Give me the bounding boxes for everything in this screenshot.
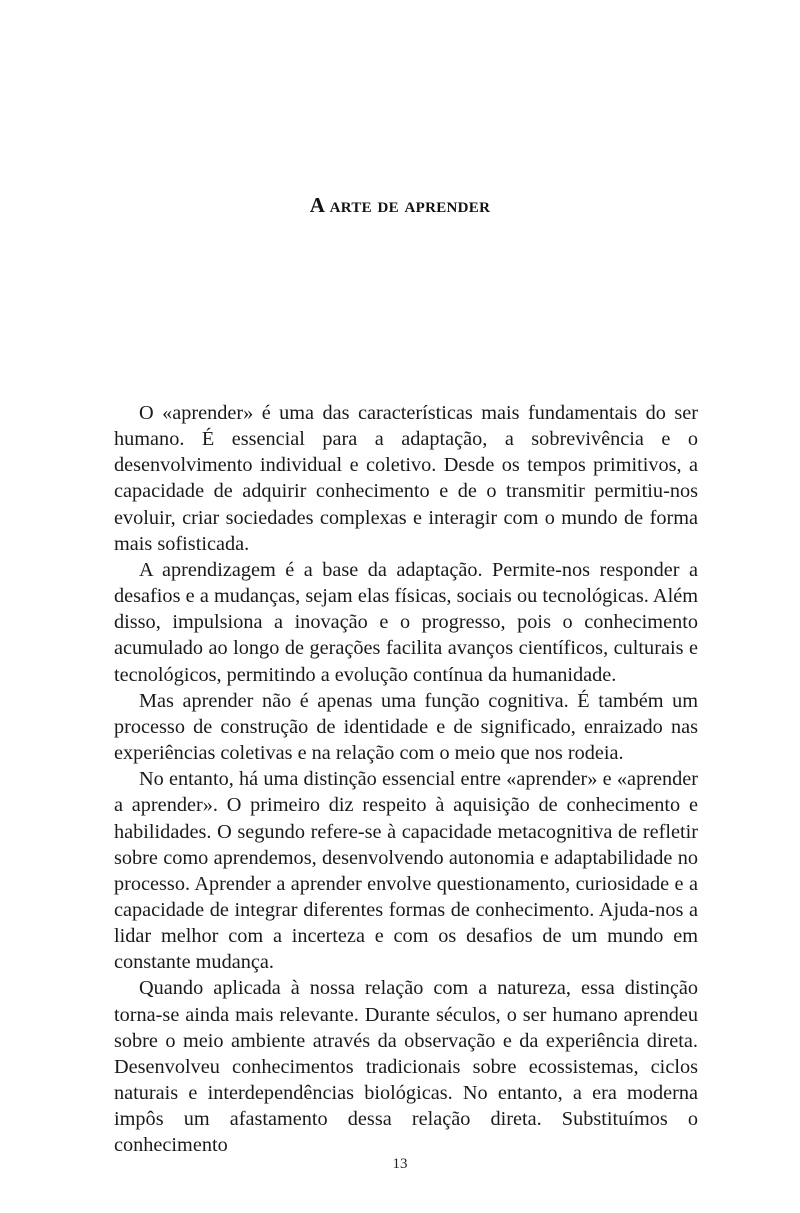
body-text [114,400,698,1159]
chapter-title-rest: arte de aprender [329,193,491,217]
paragraph-3: Mas aprender não é apenas uma função cognitiva. É também um processo de construção de identidade e de significado, enraizado nas experiências coletivas e na relação com o meio que nos rodeia. [114,689,698,765]
page-number: 13 [392,1156,408,1172]
paragraph-1: O «aprender» é uma das características mais fundamentais do ser humano. É essencial para a adaptação, a sobrevivência e o desenvolvimento individual e coletivo. Desde os tempos primitivos, a capacidade de adquirir conhecimento e de o transmitir permitiu-nos evoluir, criar sociedades complexas e interagir com o mundo de forma mais sofisticada. [114,402,698,555]
paragraph-4: No entanto, há uma distinção essencial entre «aprender» e «aprender a aprender». O primeiro diz respeito à aquisição de conhecimento e habilidades. O segundo refere-se à capacidade metacognitiva de refletir sobre como aprendemos, desenvolvendo autonomia e adaptabilidade no processo. Aprender a aprender envolve questionamento, curiosidade e a capacidade de integrar diferentes formas de conhecimento. Ajuda-nos a lidar melhor com a incerteza e com os desafios de um mundo em constante mudança. [114,768,698,974]
paragraph-2: A aprendizagem é a base da adaptação. Permite-nos responder a desafios e a mudanças, sejam elas físicas, sociais ou tecnológicas. Além disso, impulsiona a inovação e o progresso, pois o conhecimento acumulado ao longo de gerações facilita avanços científicos, culturais e tecnológicos, permitindo a evolução contínua da humanidade. [114,558,698,686]
paragraph-5: Quando aplicada à nossa relação com a natureza, essa distinção torna-se ainda mais relevante. Durante séculos, o ser humano aprendeu sobre o meio ambiente através da observação e da experiência direta. Desenvolveu conhecimentos tradicionais sobre ecossistemas, ciclos naturais e interdependências biológicas. No entanto, a era moderna impôs um afastamento dessa relação direta. Substituímos o conhecimento [114,977,698,1157]
chapter-title [0,193,800,218]
chapter-title-initial: A [309,193,325,217]
